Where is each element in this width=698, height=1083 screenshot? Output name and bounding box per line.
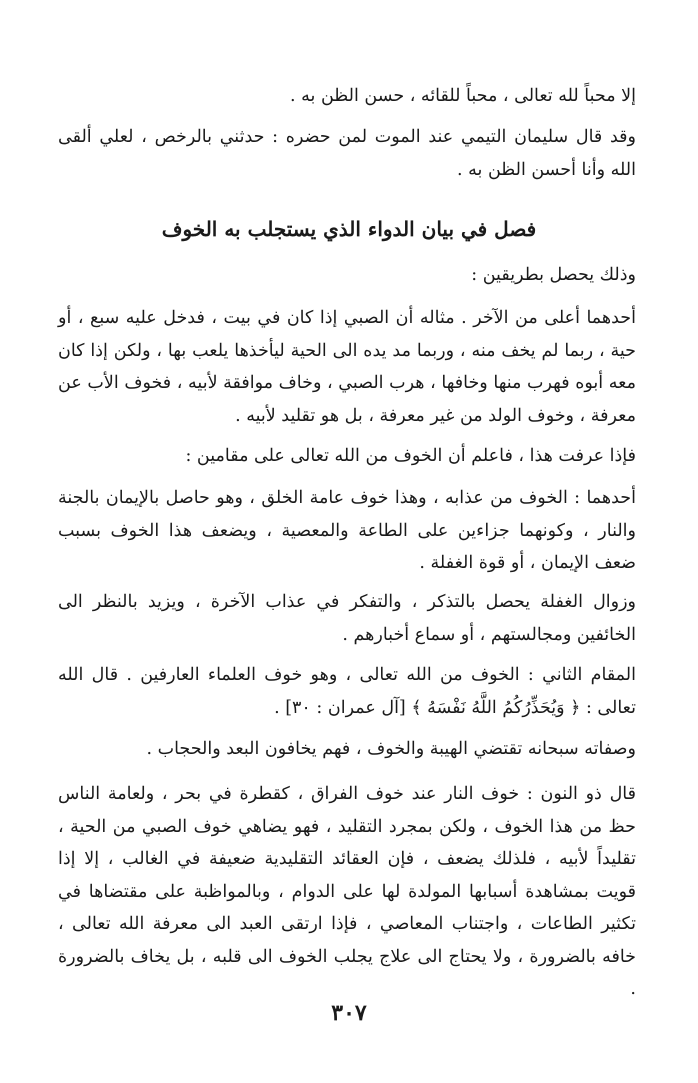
- paragraph-attributes: وصفاته سبحانه تقتضي الهيبة والخوف ، فهم يخافون البعد والحجاب .: [146, 739, 636, 759]
- paragraph-dhu-al-nun: قال ذو النون : خوف النار عند خوف الفراق ، كقطرة في بحر ، ولعامة الناس حظ من هذا الخوف ، ولكن بمجرد التقليد ، فهو يضاهي خوف الصبي من الحية ، تقليداً لأبيه ، فلذلك يضعف ، فإن العقائد التقليدية ضعيفة في الغالب ، إلا إذا قويت بمشاهدة أسبابها المولدة لها على الدوام ، وبالمواظبة على مقتضاها في تكثير الطاعات ، واجتناب المعاصي ، فإذا ارتقى العبد الى معرفة الله تعالى ، خافه بالضرورة ، ولا يحتاج الى علاج يجلب الخوف الى قلبه ، بل يخاف بالضرورة .: [58, 784, 636, 999]
- paragraph-removing-heedlessness: وزوال الغفلة يحصل بالتذكر ، والتفكر في عذاب الآخرة ، ويزيد بالنظر الى الخائفين ومجالستهم ، أو سماع أخبارهم .: [58, 592, 636, 645]
- paragraph-child-example: أحدهما أعلى من الآخر . مثاله أن الصبي إذا كان في بيت ، فدخل عليه سبع ، أو حية ، ربما لم يخف منه ، وربما مد يده الى الحية ليأخذها يلعب بها ، ولكن إذا كان معه أبوه فهرب منها وخافها ، هرب الصبي ، وخاف موافقة لأبيه ، فخوف الأب عن معرفة ، وخوف الولد من غير معرفة ، بل هو تقليد لأبيه .: [58, 308, 636, 426]
- paragraph-first-station: أحدهما : الخوف من عذابه ، وهذا خوف عامة الخلق ، وهو حاصل بالإيمان بالجنة والنار ، وكونهما جزاءين على الطاعة والمعصية ، ويضعف هذا الخوف بسبب ضعف الإيمان ، أو قوة الغفلة .: [58, 488, 636, 573]
- paragraph-continuation: إلا محباً لله تعالى ، محباً للقائه ، حسن الظن به .: [290, 86, 636, 106]
- paragraph-second-station: المقام الثاني : الخوف من الله تعالى ، وهو خوف العلماء العارفين . قال الله تعالى : ﴿ وَيُحَذِّرُكُمُ اللَّهُ نَفْسَهُ ﴾ [آل عمران : ٣٠] .: [58, 665, 636, 718]
- paragraph-two-ways: وذلك يحصل بطريقين :: [471, 265, 636, 285]
- paragraph-sulayman-taymi: وقد قال سليمان التيمي عند الموت لمن حضره : حدثني بالرخص ، لعلي ألقى الله وأنا أحسن الظن به .: [58, 127, 636, 180]
- section-heading: فصل في بيان الدواء الذي يستجلب به الخوف: [161, 217, 537, 241]
- paragraph-two-stations: فإذا عرفت هذا ، فاعلم أن الخوف من الله تعالى على مقامين :: [185, 446, 636, 466]
- page-number: ٣٠٧: [331, 1000, 367, 1026]
